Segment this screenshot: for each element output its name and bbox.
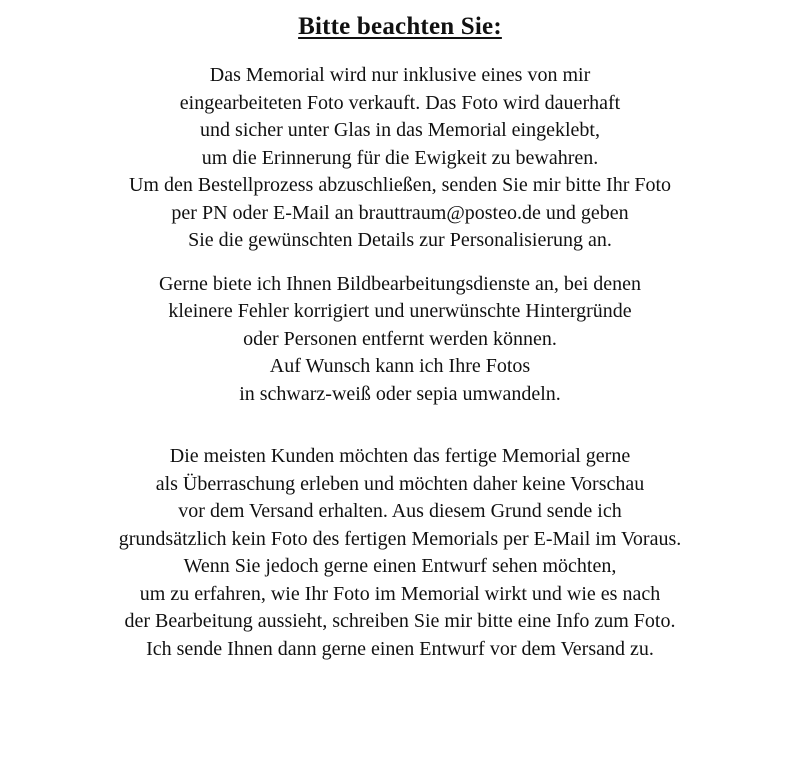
text-line: oder Personen entfernt werden können. [243, 327, 557, 350]
text-line: Wenn Sie jedoch gerne einen Entwurf sehen möchten, [183, 555, 617, 577]
text-line: kleinere Fehler korrigiert und unerwünschte Hintergründe [168, 300, 632, 322]
paragraph-photo-requirement [0, 62, 800, 255]
text-line: Um den Bestellprozess abzuschließen, senden Sie mir bitte Ihr Foto [128, 174, 672, 196]
text-line: Die meisten Kunden möchten das fertige Memorial gerne [169, 445, 631, 467]
text-line: Das Memorial wird nur inklusive eines von mir [209, 64, 591, 86]
text-line: Sie die gewünschten Details zur Personalisierung an. [188, 229, 612, 251]
paragraph-preview-policy [0, 443, 800, 663]
text-line: der Bearbeitung aussieht, schreiben Sie mir bitte eine Info zum Foto. [124, 610, 676, 632]
text-line: und sicher unter Glas in das Memorial eingeklebt, [200, 119, 600, 141]
notice-title: Bitte beachten Sie: [298, 13, 502, 40]
text-line: in schwarz-weiß oder sepia umwandeln. [239, 382, 561, 405]
text-line: Gerne biete ich Ihnen Bildbearbeitungsdienste an, bei denen [158, 272, 642, 295]
text-line: eingearbeiteten Foto verkauft. Das Foto wird dauerhaft [179, 91, 621, 114]
text-line: vor dem Versand erhalten. Aus diesem Grund sende ich [178, 500, 622, 522]
text-line-email: per PN oder E-Mail an brauttraum@posteo.de und geben [171, 201, 629, 224]
text-line: um zu erfahren, wie Ihr Foto im Memorial wirkt und wie es nach [139, 582, 661, 605]
text-line: um die Erinnerung für die Ewigkeit zu bewahren. [201, 146, 599, 169]
paragraph-image-editing [0, 271, 800, 409]
text-line: Ich sende Ihnen dann gerne einen Entwurf vor dem Versand zu. [146, 637, 654, 660]
text-line: grundsätzlich kein Foto des fertigen Memorials per E-Mail im Voraus. [118, 527, 682, 550]
text-line: Auf Wunsch kann ich Ihre Fotos [269, 355, 531, 377]
text-line: als Überraschung erleben und möchten daher keine Vorschau [155, 472, 645, 495]
